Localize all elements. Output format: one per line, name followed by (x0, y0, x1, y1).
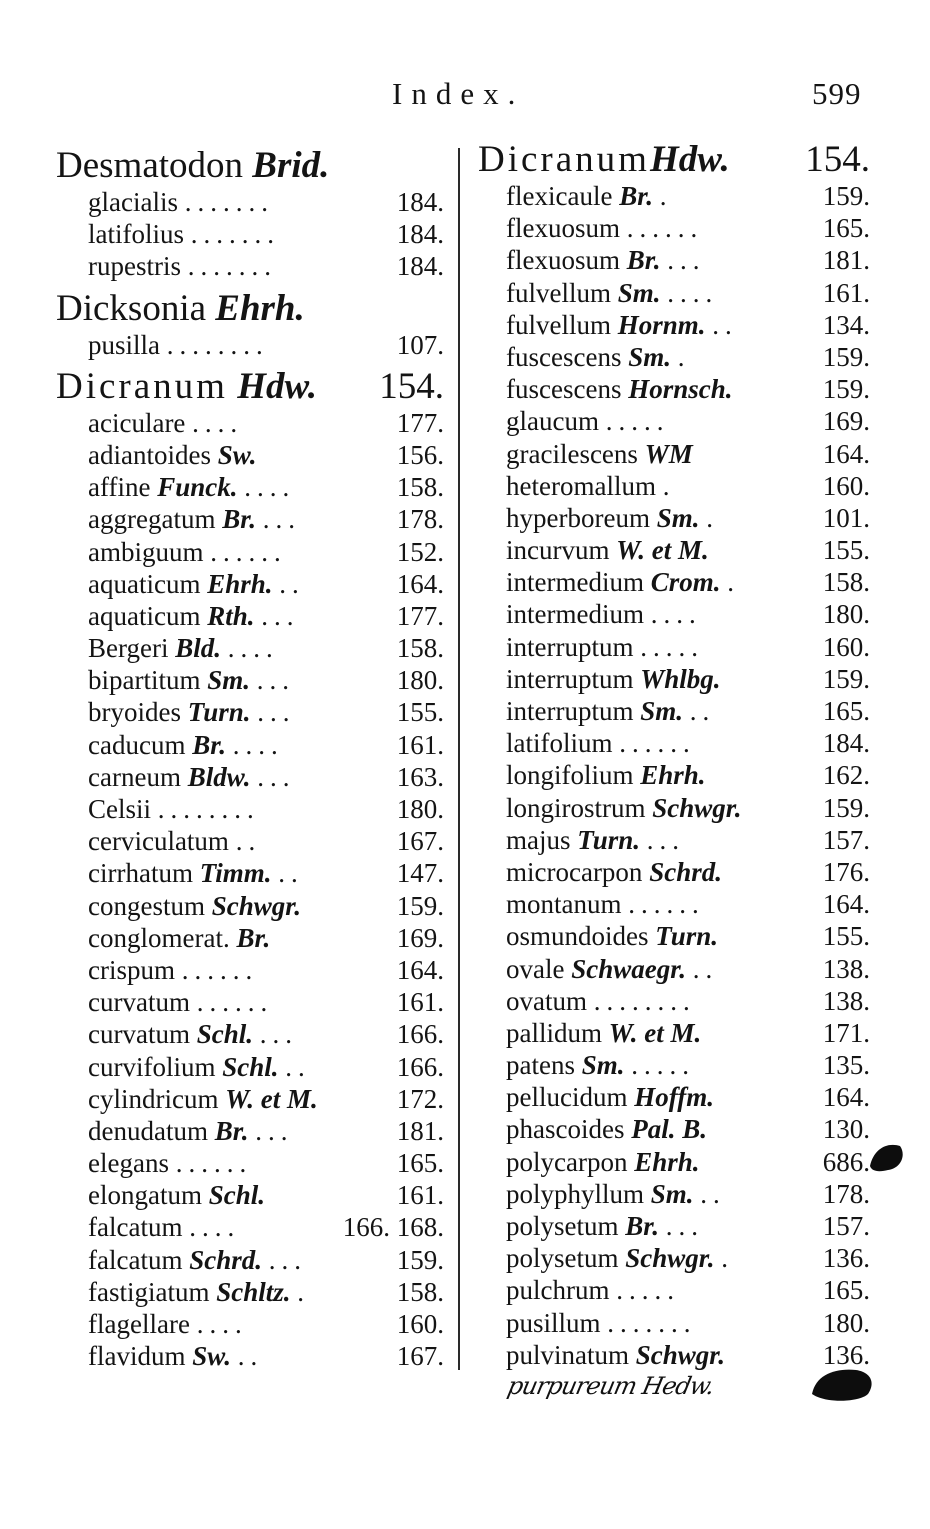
index-entry (56, 1018, 448, 1050)
entry-page: 177. (396, 600, 444, 631)
index-entry (56, 186, 448, 218)
entry-name: aciculare .... (88, 407, 244, 438)
index-entry (478, 856, 874, 888)
index-entry (478, 502, 874, 534)
entry-page: 184. (396, 251, 444, 282)
index-entry (56, 1276, 448, 1308)
index-entry (478, 953, 874, 985)
entry-name: flagellare .... (88, 1309, 248, 1339)
entry-name: hyperboreum Sm. . (506, 502, 719, 533)
entry-page: 159. (822, 181, 870, 211)
entry-page: 162. (822, 760, 870, 791)
entry-name: adiantoides Sw. (88, 439, 257, 470)
entry-name: curvifolium Schl. .. (88, 1051, 311, 1082)
entry-name: pellucidum Hoffm. (506, 1082, 714, 1113)
entry-name: ambiguum ...... (88, 536, 287, 567)
entry-name: bryoides Turn. ... (88, 697, 296, 728)
index-entry (478, 920, 874, 952)
entry-page: 159. (396, 1244, 444, 1275)
entry-name: pulvinatum Schwgr. (506, 1339, 726, 1370)
entry-page: 165. (396, 1148, 444, 1179)
entry-page: 136. (822, 1339, 870, 1370)
entry-page: 165. (822, 696, 870, 726)
genus-heading: Dicranum Hdw. 154. (56, 365, 444, 407)
index-entry (56, 329, 448, 361)
index-entry (56, 954, 448, 986)
entry-name: montanum ...... (506, 889, 705, 920)
entry-name: cerviculatum .. (88, 826, 262, 857)
entry-page: 164. (822, 1082, 870, 1113)
entry-page: 167. (396, 1341, 444, 1372)
entry-name: conglomerat. Br. (88, 922, 271, 953)
index-entry (56, 503, 448, 535)
entry-name: pusillum ....... (506, 1307, 697, 1338)
entry-page: 178. (822, 1178, 870, 1209)
index-entry (478, 759, 874, 791)
entry-name: crispum ...... (88, 954, 259, 985)
entry-name: fuscescens Sm. . (506, 341, 691, 372)
entry-page: 160. (396, 1309, 444, 1339)
entry-name: longifolium Ehrh. (506, 760, 706, 791)
entry-page: 135. (822, 1050, 870, 1081)
ink-blot (806, 1364, 876, 1404)
entry-page: 165. (822, 213, 870, 244)
entry-page: 180. (822, 1307, 870, 1338)
entry-page: 138. (822, 985, 870, 1016)
entry-page: 159. (822, 792, 870, 823)
handwritten-note: purpureum Hedw. (505, 1372, 717, 1400)
entry-name: pulchrum ..... (506, 1275, 680, 1306)
entry-page: 161. (396, 1180, 444, 1211)
entry-name: incurvum W. et M. (506, 535, 709, 566)
genus-heading: DicranumHdw. 154. (478, 139, 870, 180)
entry-page: 166. 168. (342, 1212, 444, 1243)
index-entry (478, 1210, 874, 1242)
entry-page: 160. (822, 470, 870, 501)
entry-page: 158. (396, 633, 444, 664)
index-entry (56, 439, 448, 471)
entry-page: 164. (396, 954, 444, 985)
entry-name: fuscescens Hornsch. (506, 374, 733, 405)
entry-page: 155. (822, 535, 870, 566)
entry-page: 165. (822, 1275, 870, 1306)
entry-name: falcatum Schrd. ... (88, 1244, 307, 1275)
column-divider (458, 148, 460, 1370)
entry-name: polysetum Schwgr. . (506, 1243, 735, 1274)
entry-page: 158. (396, 1276, 444, 1307)
entry-name: ovatum ........ (506, 985, 696, 1016)
entry-page: 172. (396, 1083, 444, 1114)
entry-name: fulvellum Sm. .... (506, 277, 719, 308)
entry-page: 159. (822, 341, 870, 372)
entry-name: rupestris ....... (88, 251, 277, 282)
entry-name: interruptum ..... (506, 631, 704, 662)
entry-name: polycarpon Ehrh. (506, 1146, 700, 1177)
entry-page: 158. (822, 567, 870, 598)
entry-name: flexicaule Br. . (506, 181, 673, 211)
index-entry (56, 1083, 448, 1115)
entry-page: 159. (822, 663, 870, 694)
entry-page: 157. (822, 824, 870, 855)
index-entry (478, 180, 874, 212)
running-title: Index. (392, 76, 525, 111)
left-column (56, 140, 448, 1372)
index-entry (478, 341, 874, 373)
entry-name: longirostrum Schwgr. (506, 792, 742, 823)
entry-name: polysetum Br. ... (506, 1211, 705, 1241)
entry-name: pallidum W. et M. (506, 1017, 702, 1048)
entry-name: Celsii ........ (88, 794, 260, 824)
index-entry (478, 1178, 874, 1210)
index-entry (478, 212, 874, 244)
index-entry (478, 1146, 874, 1178)
entry-name: microcarpon Schrd. (506, 856, 722, 887)
index-entry (478, 824, 874, 856)
index-entry (56, 250, 448, 282)
index-entry (478, 244, 874, 276)
index-entry (56, 696, 448, 728)
entry-name: aquaticum Rth. ... (88, 600, 300, 631)
entry-name: flexuosum Br. ... (506, 245, 706, 276)
index-entry (56, 761, 448, 793)
index-entry (478, 792, 874, 824)
index-entry (56, 729, 448, 761)
index-entry (478, 1081, 874, 1113)
index-entry (56, 1147, 448, 1179)
entry-name: falcatum .... (88, 1212, 241, 1243)
entry-page: 177. (396, 407, 444, 438)
entry-name: gracilescens WM (506, 438, 693, 469)
entry-page: 160. (822, 631, 870, 662)
index-entry (56, 471, 448, 503)
entry-name: heteromallum . (506, 470, 676, 501)
entry-page: 147. (396, 858, 444, 889)
entry-page: 159. (822, 374, 870, 405)
index-entry (478, 1113, 874, 1145)
index-entry (478, 1307, 874, 1339)
ink-mark (866, 1140, 906, 1174)
index-entry (56, 218, 448, 250)
entry-name: bipartitum Sm. ... (88, 665, 296, 696)
entry-page: 164. (822, 889, 870, 920)
genus-heading: Desmatodon Brid. (56, 145, 330, 186)
entry-page: 161. (396, 729, 444, 760)
index-entry (56, 632, 448, 664)
entry-name: fastigiatum Schltz. . (88, 1276, 311, 1307)
entry-name: phascoides Pal. B. (506, 1114, 707, 1145)
entry-name: curvatum Schl. ... (88, 1019, 298, 1050)
entry-page: 181. (396, 1115, 444, 1146)
entry-page: 166. (396, 1051, 444, 1082)
index-entry (478, 438, 874, 470)
entry-page: 159. (396, 890, 444, 921)
entry-name: latifolium ...... (506, 728, 696, 759)
entry-name: fulvellum Hornm. .. (506, 309, 738, 340)
entry-name: affine Funck. .... (88, 472, 296, 503)
index-entry (56, 793, 448, 825)
entry-name: cirrhatum Timm. .. (88, 858, 304, 889)
entry-name: caducum Br. .... (88, 729, 284, 760)
entry-name: cylindricum W. et M. (88, 1083, 318, 1114)
entry-page: 130. (822, 1114, 870, 1145)
index-entry (56, 407, 448, 439)
index-entry (478, 598, 874, 630)
index-entry (478, 566, 874, 598)
index-entry (478, 985, 874, 1017)
entry-name: denudatum Br. ... (88, 1115, 294, 1146)
index-entry (478, 1049, 874, 1081)
index-entry (56, 890, 448, 922)
entry-name: interruptum Sm. .. (506, 696, 716, 726)
entry-name: pusilla ........ (88, 329, 269, 360)
index-entry (478, 727, 874, 759)
entry-page: 107. (396, 329, 444, 360)
entry-page: 134. (822, 309, 870, 340)
entry-page: 155. (396, 697, 444, 728)
index-entry (478, 373, 874, 405)
index-entry (56, 1340, 448, 1372)
entry-name: osmundoides Turn. (506, 921, 719, 952)
genus-heading: Dicksonia Ehrh. (56, 287, 305, 329)
index-entry (478, 1017, 874, 1049)
entry-name: Bergeri Bld. .... (88, 633, 279, 664)
entry-page: 157. (822, 1211, 870, 1241)
entry-page: 158. (396, 472, 444, 503)
entry-page: 686. (822, 1146, 870, 1177)
index-entry (56, 568, 448, 600)
index-entry (478, 1274, 874, 1306)
entry-name: latifolius ....... (88, 219, 280, 250)
index-entry (478, 663, 874, 695)
entry-page: 101. (822, 502, 870, 533)
index-entry (478, 631, 874, 663)
index-entry (56, 1308, 448, 1340)
entry-page: 155. (822, 921, 870, 952)
entry-page: 156. (396, 439, 444, 470)
entry-page: 161. (396, 987, 444, 1018)
index-entry (478, 470, 874, 502)
entry-name: elegans ...... (88, 1148, 253, 1179)
entry-page: 152. (396, 536, 444, 567)
index-entry (56, 825, 448, 857)
running-head (0, 70, 930, 120)
entry-page: 163. (396, 761, 444, 792)
entry-name: aggregatum Br. ... (88, 504, 301, 535)
index-entry (56, 1211, 448, 1243)
index-entry (56, 1115, 448, 1147)
entry-page: 180. (822, 599, 870, 630)
entry-page: 138. (822, 953, 870, 984)
entry-page: 184. (396, 219, 444, 250)
entry-name: glacialis ....... (88, 187, 274, 217)
entry-name: patens Sm. ..... (506, 1050, 696, 1081)
index-entry (56, 600, 448, 632)
index-entry (56, 536, 448, 568)
entry-name: ovale Schwaegr. .. (506, 953, 719, 984)
entry-name: polyphyllum Sm. .. (506, 1178, 726, 1209)
entry-name: elongatum Schl. (88, 1180, 266, 1211)
index-entry (56, 1179, 448, 1211)
index-entry (56, 857, 448, 889)
entry-page: 164. (396, 568, 444, 599)
entry-page: 164. (822, 438, 870, 469)
entry-page: 180. (396, 794, 444, 824)
entry-name: flavidum Sw. .. (88, 1341, 264, 1372)
index-entry (56, 922, 448, 954)
entry-page: 166. (396, 1019, 444, 1050)
entry-page: 180. (396, 665, 444, 696)
entry-page: 181. (822, 245, 870, 276)
entry-name: intermedium .... (506, 599, 702, 630)
index-entry (478, 405, 874, 437)
page-number: 599 (812, 76, 862, 111)
entry-name: glaucum ..... (506, 406, 670, 437)
right-column (478, 140, 874, 1371)
entry-name: curvatum ...... (88, 987, 274, 1018)
index-entry (56, 664, 448, 696)
index-entry (478, 888, 874, 920)
entry-page: 161. (822, 277, 870, 308)
entry-name: intermedium Crom. . (506, 567, 740, 598)
entry-name: interruptum Whlbg. (506, 663, 721, 694)
entry-name: carneum Bldw. ... (88, 761, 296, 792)
index-entry (478, 695, 874, 727)
entry-page: 178. (396, 504, 444, 535)
entry-name: majus Turn. ... (506, 824, 686, 855)
index-entry (478, 1242, 874, 1274)
entry-page: 169. (822, 406, 870, 437)
entry-page: 171. (822, 1017, 870, 1048)
index-entry (56, 1244, 448, 1276)
entry-name: congestum Schwgr. (88, 890, 302, 921)
entry-name: aquaticum Ehrh. .. (88, 568, 305, 599)
index-entry (478, 309, 874, 341)
entry-name: flexuosum ...... (506, 213, 704, 244)
index-entry (478, 277, 874, 309)
entry-page: 184. (822, 728, 870, 759)
entry-page: 184. (396, 187, 444, 217)
index-entry (56, 1051, 448, 1083)
entry-page: 169. (396, 922, 444, 953)
entry-page: 136. (822, 1243, 870, 1274)
index-entry (56, 986, 448, 1018)
entry-page: 167. (396, 826, 444, 857)
index-entry (478, 534, 874, 566)
entry-page: 176. (822, 856, 870, 887)
